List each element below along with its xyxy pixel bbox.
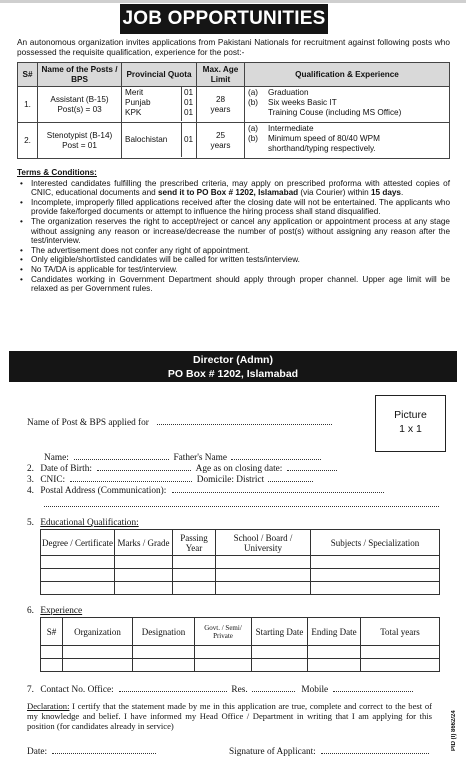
age-value: 28: [215, 94, 226, 104]
row-sno: 1.: [18, 87, 38, 123]
item-number: 3.: [27, 475, 34, 485]
qualification-cell: [245, 87, 450, 123]
table-row[interactable]: [41, 569, 440, 582]
qual-text: Six weeks Basic IT: [268, 98, 337, 107]
name-field[interactable]: [74, 451, 169, 460]
age-field[interactable]: [287, 462, 337, 471]
education-table: [40, 529, 440, 595]
age-label: Age as on closing date:: [195, 464, 283, 474]
experience-header: [41, 618, 440, 646]
qual-label: (b): [248, 98, 259, 107]
signature-field[interactable]: [321, 745, 429, 754]
jobs-table-header: [18, 63, 450, 87]
item-number: 6.: [27, 606, 34, 616]
signature-row: [229, 745, 429, 757]
table-row: [18, 123, 450, 159]
qual-label: [248, 144, 268, 154]
edu-header-board: School / Board / University: [216, 530, 311, 556]
edu-header-marks: Marks / Grade: [115, 530, 173, 556]
table-row[interactable]: [41, 659, 440, 672]
terms-title: Terms & Conditions:: [17, 168, 97, 177]
education-header: [41, 530, 440, 556]
post-count: Post(s) = 03: [57, 104, 102, 114]
contact-res-label: Res.: [231, 685, 248, 695]
term-deadline: 15 days: [370, 188, 401, 198]
quota-province: KPK: [125, 108, 142, 117]
term-text: Interested candidates fulfilling the prescribed criteria, may apply on prescribed proforma with attested copies of CNIC, educational documents and: [31, 178, 450, 198]
post-count: Post = 01: [62, 140, 97, 150]
address-row: [27, 484, 384, 496]
header-sno: S#: [18, 63, 38, 87]
exp-header-ending-date: Ending Date: [308, 618, 361, 646]
item-number: 5.: [27, 518, 34, 528]
jobs-table: [17, 62, 450, 159]
post-applied-label: Name of Post & BPS applied for: [27, 418, 149, 428]
header-age-limit: Max. Age Limit: [197, 63, 245, 87]
terms-list: [17, 179, 450, 294]
education-label: Educational Qualification:: [40, 518, 139, 528]
address-label: Postal Address (Communication):: [40, 486, 167, 496]
cnic-label: CNIC:: [40, 475, 66, 485]
declaration-text: I certify that the statement made by me in this application are true, complete and correct to the best of my knowledge and belief. I have informed my Head Office / Department in writing that I am applying for this position (for candidates already in service): [27, 701, 432, 731]
table-row[interactable]: [41, 556, 440, 569]
qual-label: (b): [248, 134, 259, 143]
contact-res-field[interactable]: [252, 683, 295, 692]
exp-header-designation: Designation: [133, 618, 195, 646]
list-item: • Incomplete, improperly filled applications received after the closing date will not be entertained. The applicants who provide fake/forged documents or attempt to influence the hiring process shall stand disqualified.: [17, 198, 450, 217]
exp-header-starting-date: Starting Date: [252, 618, 308, 646]
contact-office-label: Contact No. Office:: [40, 685, 114, 695]
edu-header-degree: Degree / Certificate: [41, 530, 115, 556]
table-row[interactable]: [41, 582, 440, 595]
director-title: Director (Admn): [193, 354, 273, 366]
contact-row: [27, 683, 413, 695]
item-number: 4.: [27, 486, 34, 496]
quota-count: 01: [184, 135, 194, 144]
address-field[interactable]: [172, 484, 384, 493]
term-text: .: [400, 188, 404, 198]
declaration-label: Declaration:: [27, 701, 70, 711]
exp-header-total-years: Total years: [361, 618, 440, 646]
picture-box: [375, 395, 446, 452]
post-name-cell: [38, 123, 122, 159]
age-unit: years: [210, 140, 231, 150]
quota-province: Punjab: [125, 98, 151, 107]
date-row: [27, 745, 156, 757]
table-row: [18, 87, 450, 123]
quota-cell: [122, 123, 197, 159]
declaration: [27, 701, 432, 731]
quota-count: 01: [184, 88, 194, 97]
exp-header-sno: S#: [41, 618, 63, 646]
dob-field[interactable]: [97, 462, 191, 471]
pid-number: PID (I) 8662/24: [451, 710, 457, 752]
mobile-label: Mobile: [301, 685, 329, 695]
post-title: Assistant (B-15): [50, 94, 109, 104]
signature-label: Signature of Applicant:: [229, 747, 316, 757]
picture-label: Picture: [394, 409, 427, 421]
contact-office-field[interactable]: [119, 683, 227, 692]
qual-text: Minimum speed of 80/40 WPM: [268, 134, 380, 143]
qual-text: Training Couse (including MS Office): [268, 108, 402, 117]
qualification-cell: [245, 123, 450, 159]
exp-header-govt-private: Govt. / Semi/ Private: [195, 618, 252, 646]
father-name-label: Father's Name: [173, 453, 228, 463]
experience-table: [40, 617, 440, 672]
cnic-field[interactable]: [70, 473, 192, 482]
po-box-address: PO Box # 1202, Islamabad: [167, 368, 299, 380]
director-address-band: [9, 351, 457, 382]
education-heading-row: [27, 518, 139, 528]
qual-text: Intermediate: [268, 124, 314, 133]
exp-header-organization: Organization: [63, 618, 133, 646]
list-item: • Candidates working in Government Department should apply through proper channel. Upper age limit will be relaxed as per Government rules.: [17, 275, 450, 294]
item-number: 7.: [27, 685, 34, 695]
edu-header-year: Passing Year: [173, 530, 216, 556]
experience-label: Experience: [40, 606, 83, 616]
quota-cell: [122, 87, 197, 123]
post-applied-field[interactable]: [157, 416, 332, 425]
list-item: • No TA/DA is applicable for test/interview.: [17, 265, 450, 275]
header-quota: Provincial Quota: [122, 63, 197, 87]
qual-label: (a): [248, 124, 259, 133]
quota-province: Balochistan: [125, 135, 168, 144]
item-number: 2.: [27, 464, 34, 474]
experience-heading-row: [27, 606, 82, 616]
dob-label: Date of Birth:: [40, 464, 92, 474]
domicile-field[interactable]: [268, 473, 313, 482]
father-name-field[interactable]: [231, 451, 321, 460]
intro-text: An autonomous organization invites applications from Pakistani Nationals for recruitment against following posts who possessed the requisite qualification, experience for the post:-: [17, 37, 450, 57]
date-field[interactable]: [52, 745, 156, 754]
qual-text: Graduation: [268, 88, 309, 97]
header-post-name: Name of the Posts / BPS: [38, 63, 122, 87]
page-title: JOB OPPORTUNITIES: [120, 4, 328, 34]
quota-count: 01: [184, 108, 194, 117]
terms-section: [17, 168, 450, 294]
row-sno: 2.: [18, 123, 38, 159]
address-field-2[interactable]: [44, 498, 439, 507]
date-label: Date:: [27, 747, 48, 757]
list-item: • The advertisement does not confer any right of appointment.: [17, 246, 450, 256]
term-text: (via Courier) within: [298, 188, 371, 198]
age-unit: years: [210, 104, 231, 114]
quota-province: Merit: [125, 88, 144, 97]
post-title: Stenotypist (B-14): [46, 130, 113, 140]
list-item: • Only eligible/shortlisted candidates will be called for written tests/interview.: [17, 255, 450, 265]
table-row[interactable]: [41, 646, 440, 659]
top-border: [0, 0, 466, 3]
qual-text: shorthand/typing respectively.: [268, 144, 376, 153]
list-item: [17, 179, 450, 198]
post-applied-row: [27, 416, 332, 428]
age-limit-cell: [197, 123, 245, 159]
term-address: send it to PO Box # 1202, Islamabad: [157, 188, 299, 198]
picture-size: 1 x 1: [399, 423, 422, 435]
domicile-label: Domicile: District: [196, 475, 265, 485]
age-limit-cell: [197, 87, 245, 123]
header-qualification: Qualification & Experience: [245, 63, 450, 87]
mobile-field[interactable]: [333, 683, 413, 692]
post-name-cell: [38, 87, 122, 123]
name-label: Name:: [44, 453, 69, 463]
qual-label: (a): [248, 88, 259, 97]
edu-header-subjects: Subjects / Specialization: [311, 530, 440, 556]
qual-label: [248, 108, 268, 118]
quota-count: 01: [184, 98, 194, 107]
address-row-2: [44, 498, 439, 510]
age-value: 25: [215, 130, 226, 140]
list-item: • The organization reserves the right to accept/reject or cancel any application or appointment process at any stage without assigning any reason or increase/decrease the number of post(s) without assigning any reason after the test/interview.: [17, 217, 450, 246]
